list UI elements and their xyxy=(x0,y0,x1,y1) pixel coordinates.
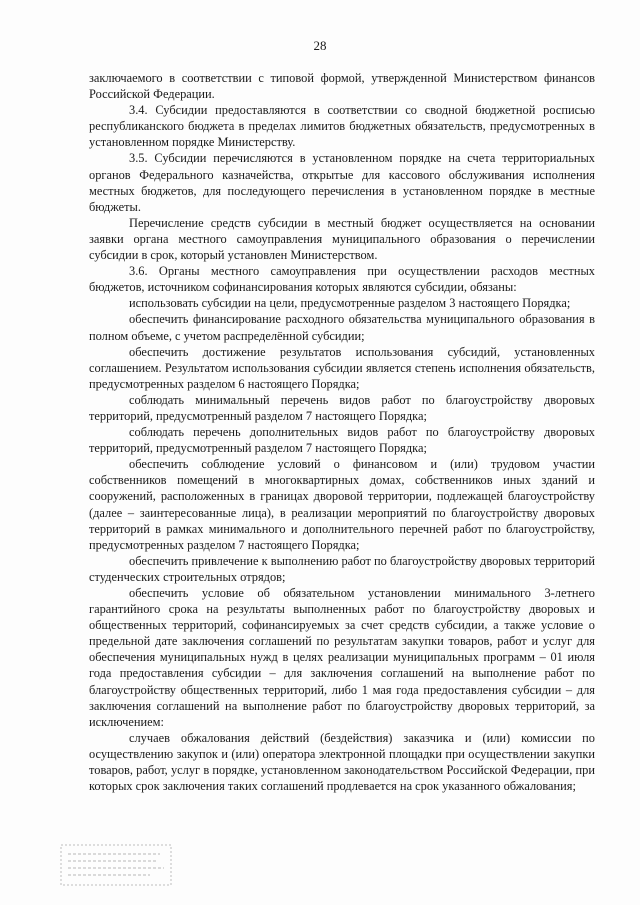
faint-stamp-mark xyxy=(60,844,172,886)
paragraph: 3.6. Органы местного самоуправления при осуществлении расходов местных бюджетов, источником софинансирования которых являются субсидии, обязаны: xyxy=(89,264,595,295)
paragraph: соблюдать перечень дополнительных видов работ по благоустройству дворовых территорий, предусмотренный разделом 7 настоящего Порядка; xyxy=(89,425,595,456)
paragraph: обеспечить привлечение к выполнению работ по благоустройству дворовых территорий студенческих строительных отрядов; xyxy=(89,553,596,584)
paragraph: обеспечить достижение результатов использования субсидий, установленных соглашением. Результатом использования субсидии является степень исполнения обязательств, предусмотренных разделом 6 настоящего Порядка; xyxy=(89,344,595,391)
paragraph: 3.5. Субсидии перечисляются в установленном порядке на счета территориальных органов Федерального казначейства, открытые для кассового обслуживания исполнения местных бюджетов, для последующего перечисления в установленном порядке в местные бюджеты. xyxy=(89,151,595,214)
paragraph: обеспечить условие об обязательном установлении минимального 3-летнего гарантийного срока на результаты выполненных работ по благоустройству дворовых и общественных территорий, софинансируемых за счет средств субсидии, а также условие о предельной дате заключения соглашений по результатам закупки товаров, работ и услуг для обеспечения муниципальных нужд в целях реализации муниципальных программ – 01 июля года предоставления субсидии – для заключения соглашений на выполнение работ по благоустройству общественных территорий, либо 1 мая года предоставления субсидии – для заключения соглашений на выполнение работ по благоустройству дворовых территорий, за исключением: xyxy=(89,586,595,729)
paragraph: Перечисление средств субсидии в местный бюджет осуществляется на основании заявки органа местного самоуправления муниципального образования о перечислении субсидии в срок, который установлен Министерством. xyxy=(89,215,595,263)
paragraph: соблюдать минимальный перечень видов работ по благоустройству дворовых территорий, предусмотренный разделом 7 настоящего Порядка; xyxy=(89,392,595,423)
paragraph: использовать субсидии на цели, предусмотренные разделом 3 настоящего Порядка; xyxy=(129,296,571,311)
page-number: 28 xyxy=(313,38,327,53)
paragraph: обеспечить финансирование расходного обязательства муниципального образования в полном объеме, с учетом распределённой субсидии; xyxy=(89,312,595,343)
paragraph: 3.4. Субсидии предоставляются в соответствии со сводной бюджетной росписью республиканского бюджета в пределах лимитов бюджетных обязательств, предусмотренных в установленном порядке Министерству. xyxy=(89,103,595,150)
paragraph: случаев обжалования действий (бездействия) заказчика и (или) комиссии по осуществлению закупок и (или) оператора электронной площадки при осуществлении закупки товаров, работ, услуг в порядке, установленном законодательством Российской Федерации, при которых срок заключения таких соглашений продлевается на срок указанного обжалования; xyxy=(89,730,595,794)
paragraph: обеспечить соблюдение условий о финансовом и (или) трудовом участии собственников помещений в многоквартирных домах, собственников иных зданий и сооружений, расположенных в границах дворовой территории, подлежащей благоустройству (далее – заинтересованные лица), в реализации мероприятий по благоустройству дворовых территорий в рамках минимального и дополнительного перечней работ по благоустройству, предусмотренных разделом 7 настоящего Порядка; xyxy=(89,457,595,552)
document-body xyxy=(89,70,595,794)
paragraph: заключаемого в соответствии с типовой формой, утвержденной Министерством финансов Российской Федерации. xyxy=(89,71,595,102)
